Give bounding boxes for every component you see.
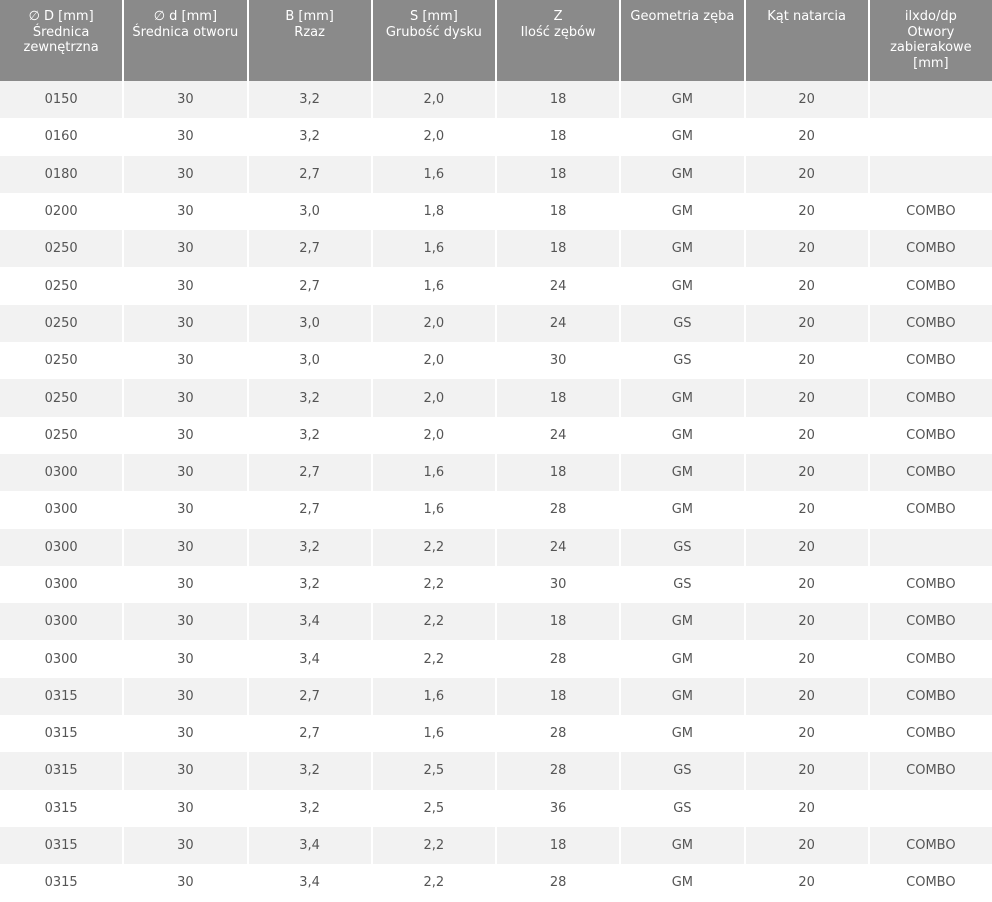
table-row	[0, 305, 992, 342]
cell-outer-diameter: 0315	[0, 790, 122, 827]
column-header-text: [mm]	[913, 56, 949, 72]
cell-tooth-geometry: GM	[621, 379, 743, 416]
cell-kerf: 3,2	[249, 790, 371, 827]
cell-tooth-geometry: GS	[621, 342, 743, 379]
cell-teeth-count: 18	[497, 454, 619, 491]
cell-rake-angle: 20	[746, 267, 868, 304]
table-row	[0, 454, 992, 491]
cell-kerf: 3,4	[249, 827, 371, 864]
cell-bore-diameter: 30	[124, 640, 246, 677]
column-header-text: Geometria zęba	[630, 9, 735, 24]
cell-kerf: 3,4	[249, 864, 371, 901]
cell-outer-diameter: 0200	[0, 193, 122, 230]
cell-outer-diameter: 0250	[0, 267, 122, 304]
column-header-text: Z	[553, 9, 563, 24]
cell-bore-diameter: 30	[124, 156, 246, 193]
cell-teeth-count: 24	[497, 305, 619, 342]
cell-kerf: 3,2	[249, 379, 371, 416]
cell-plate-thickness: 2,5	[373, 752, 495, 789]
cell-teeth-count: 28	[497, 715, 619, 752]
cell-pinholes: COMBO	[870, 491, 992, 528]
column-header-text: Średnica	[32, 24, 90, 40]
cell-kerf: 3,0	[249, 305, 371, 342]
cell-pinholes: COMBO	[870, 454, 992, 491]
table-row	[0, 342, 992, 379]
column-header-tooth-geometry	[621, 0, 743, 81]
cell-tooth-geometry: GM	[621, 193, 743, 230]
cell-pinholes: COMBO	[870, 193, 992, 230]
cell-rake-angle: 20	[746, 193, 868, 230]
cell-plate-thickness: 1,6	[373, 156, 495, 193]
cell-rake-angle: 20	[746, 603, 868, 640]
cell-tooth-geometry: GM	[621, 417, 743, 454]
cell-rake-angle: 20	[746, 491, 868, 528]
cell-pinholes: COMBO	[870, 752, 992, 789]
cell-kerf: 2,7	[249, 454, 371, 491]
cell-rake-angle: 20	[746, 678, 868, 715]
cell-plate-thickness: 2,0	[373, 81, 495, 118]
column-header-text: Kąt natarcia	[767, 9, 847, 24]
cell-tooth-geometry: GS	[621, 566, 743, 603]
column-header-text: Otwory	[907, 24, 955, 40]
column-header-text: ∅ d [mm]	[153, 9, 218, 24]
cell-bore-diameter: 30	[124, 715, 246, 752]
cell-outer-diameter: 0250	[0, 230, 122, 267]
cell-kerf: 2,7	[249, 267, 371, 304]
cell-outer-diameter: 0315	[0, 678, 122, 715]
table-row	[0, 230, 992, 267]
cell-rake-angle: 20	[746, 342, 868, 379]
cell-tooth-geometry: GM	[621, 640, 743, 677]
cell-kerf: 3,0	[249, 193, 371, 230]
cell-outer-diameter: 0250	[0, 417, 122, 454]
cell-bore-diameter: 30	[124, 678, 246, 715]
cell-pinholes: COMBO	[870, 379, 992, 416]
table-header	[0, 0, 992, 81]
cell-rake-angle: 20	[746, 454, 868, 491]
cell-teeth-count: 18	[497, 156, 619, 193]
cell-outer-diameter: 0150	[0, 81, 122, 118]
cell-pinholes: COMBO	[870, 342, 992, 379]
table-row	[0, 491, 992, 528]
cell-bore-diameter: 30	[124, 827, 246, 864]
cell-outer-diameter: 0315	[0, 715, 122, 752]
table-row	[0, 81, 992, 118]
cell-rake-angle: 20	[746, 379, 868, 416]
cell-tooth-geometry: GM	[621, 603, 743, 640]
table-row	[0, 678, 992, 715]
cell-pinholes	[870, 118, 992, 155]
cell-plate-thickness: 1,6	[373, 230, 495, 267]
cell-kerf: 2,7	[249, 156, 371, 193]
cell-outer-diameter: 0315	[0, 864, 122, 901]
column-header-text: Średnica otworu	[132, 24, 239, 40]
cell-rake-angle: 20	[746, 417, 868, 454]
cell-outer-diameter: 0180	[0, 156, 122, 193]
cell-tooth-geometry: GM	[621, 81, 743, 118]
cell-pinholes: COMBO	[870, 715, 992, 752]
cell-tooth-geometry: GM	[621, 715, 743, 752]
cell-teeth-count: 18	[497, 193, 619, 230]
cell-bore-diameter: 30	[124, 193, 246, 230]
cell-kerf: 3,0	[249, 342, 371, 379]
cell-plate-thickness: 1,8	[373, 193, 495, 230]
cell-outer-diameter: 0315	[0, 827, 122, 864]
cell-plate-thickness: 2,2	[373, 827, 495, 864]
cell-kerf: 3,2	[249, 81, 371, 118]
table-row	[0, 603, 992, 640]
table-row	[0, 267, 992, 304]
cell-teeth-count: 28	[497, 864, 619, 901]
cell-plate-thickness: 2,2	[373, 864, 495, 901]
cell-plate-thickness: 1,6	[373, 491, 495, 528]
cell-pinholes	[870, 156, 992, 193]
table-row	[0, 566, 992, 603]
column-header-text: Rzaz	[294, 24, 325, 40]
cell-outer-diameter: 0250	[0, 305, 122, 342]
table-row	[0, 156, 992, 193]
cell-plate-thickness: 2,0	[373, 342, 495, 379]
column-header-plate-thickness	[373, 0, 495, 81]
cell-rake-angle: 20	[746, 640, 868, 677]
cell-bore-diameter: 30	[124, 491, 246, 528]
cell-kerf: 3,2	[249, 752, 371, 789]
cell-rake-angle: 20	[746, 156, 868, 193]
cell-bore-diameter: 30	[124, 603, 246, 640]
cell-outer-diameter: 0250	[0, 342, 122, 379]
cell-rake-angle: 20	[746, 118, 868, 155]
cell-teeth-count: 30	[497, 342, 619, 379]
cell-kerf: 2,7	[249, 678, 371, 715]
column-header-pinholes	[870, 0, 992, 81]
cell-kerf: 3,4	[249, 603, 371, 640]
cell-pinholes: COMBO	[870, 678, 992, 715]
cell-rake-angle: 20	[746, 529, 868, 566]
cell-outer-diameter: 0300	[0, 491, 122, 528]
cell-outer-diameter: 0250	[0, 379, 122, 416]
column-header-bore-diameter	[124, 0, 246, 81]
cell-plate-thickness: 2,2	[373, 640, 495, 677]
column-header-text: Ilość zębów	[520, 24, 596, 40]
cell-teeth-count: 30	[497, 566, 619, 603]
cell-kerf: 3,2	[249, 529, 371, 566]
cell-tooth-geometry: GM	[621, 678, 743, 715]
cell-bore-diameter: 30	[124, 342, 246, 379]
cell-kerf: 2,7	[249, 491, 371, 528]
cell-teeth-count: 18	[497, 678, 619, 715]
cell-teeth-count: 28	[497, 491, 619, 528]
cell-pinholes: COMBO	[870, 827, 992, 864]
cell-bore-diameter: 30	[124, 305, 246, 342]
cell-tooth-geometry: GM	[621, 491, 743, 528]
table-row	[0, 529, 992, 566]
cell-pinholes: COMBO	[870, 640, 992, 677]
table-row	[0, 640, 992, 677]
cell-pinholes: COMBO	[870, 417, 992, 454]
cell-plate-thickness: 2,0	[373, 305, 495, 342]
cell-bore-diameter: 30	[124, 752, 246, 789]
cell-rake-angle: 20	[746, 81, 868, 118]
cell-tooth-geometry: GS	[621, 529, 743, 566]
cell-rake-angle: 20	[746, 566, 868, 603]
cell-plate-thickness: 2,0	[373, 118, 495, 155]
cell-tooth-geometry: GM	[621, 118, 743, 155]
cell-tooth-geometry: GM	[621, 267, 743, 304]
cell-pinholes	[870, 529, 992, 566]
column-header-text: B [mm]	[285, 9, 334, 24]
cell-kerf: 3,2	[249, 566, 371, 603]
cell-teeth-count: 36	[497, 790, 619, 827]
cell-bore-diameter: 30	[124, 790, 246, 827]
cell-outer-diameter: 0300	[0, 603, 122, 640]
cell-teeth-count: 24	[497, 267, 619, 304]
column-header-outer-diameter	[0, 0, 122, 81]
cell-teeth-count: 18	[497, 827, 619, 864]
cell-bore-diameter: 30	[124, 529, 246, 566]
cell-outer-diameter: 0300	[0, 529, 122, 566]
cell-outer-diameter: 0300	[0, 566, 122, 603]
cell-outer-diameter: 0300	[0, 454, 122, 491]
cell-kerf: 2,7	[249, 230, 371, 267]
table-row	[0, 715, 992, 752]
cell-teeth-count: 18	[497, 379, 619, 416]
table-row	[0, 379, 992, 416]
table-row	[0, 752, 992, 789]
cell-plate-thickness: 2,0	[373, 417, 495, 454]
cell-outer-diameter: 0300	[0, 640, 122, 677]
cell-bore-diameter: 30	[124, 417, 246, 454]
cell-rake-angle: 20	[746, 790, 868, 827]
column-header-text: S [mm]	[409, 9, 458, 24]
cell-pinholes	[870, 790, 992, 827]
cell-tooth-geometry: GS	[621, 305, 743, 342]
cell-teeth-count: 18	[497, 118, 619, 155]
table-row	[0, 417, 992, 454]
cell-bore-diameter: 30	[124, 379, 246, 416]
cell-kerf: 3,2	[249, 417, 371, 454]
cell-teeth-count: 28	[497, 752, 619, 789]
cell-teeth-count: 24	[497, 417, 619, 454]
cell-bore-diameter: 30	[124, 230, 246, 267]
cell-pinholes: COMBO	[870, 603, 992, 640]
cell-bore-diameter: 30	[124, 864, 246, 901]
column-header-text: ilxdo/dp	[904, 9, 957, 24]
cell-tooth-geometry: GS	[621, 752, 743, 789]
column-header-text: zewnętrzna	[23, 40, 99, 56]
column-header-text: ∅ D [mm]	[28, 9, 94, 24]
cell-tooth-geometry: GM	[621, 230, 743, 267]
table-row	[0, 864, 992, 901]
cell-plate-thickness: 2,5	[373, 790, 495, 827]
cell-teeth-count: 18	[497, 603, 619, 640]
cell-bore-diameter: 30	[124, 81, 246, 118]
cell-tooth-geometry: GM	[621, 864, 743, 901]
cell-tooth-geometry: GM	[621, 454, 743, 491]
cell-pinholes: COMBO	[870, 230, 992, 267]
cell-outer-diameter: 0315	[0, 752, 122, 789]
cell-bore-diameter: 30	[124, 454, 246, 491]
cell-outer-diameter: 0160	[0, 118, 122, 155]
cell-plate-thickness: 2,2	[373, 603, 495, 640]
cell-teeth-count: 18	[497, 81, 619, 118]
cell-pinholes: COMBO	[870, 267, 992, 304]
cell-rake-angle: 20	[746, 827, 868, 864]
cell-tooth-geometry: GM	[621, 827, 743, 864]
cell-bore-diameter: 30	[124, 267, 246, 304]
cell-tooth-geometry: GM	[621, 156, 743, 193]
column-header-teeth-count	[497, 0, 619, 81]
cell-kerf: 2,7	[249, 715, 371, 752]
cell-pinholes: COMBO	[870, 566, 992, 603]
cell-plate-thickness: 1,6	[373, 267, 495, 304]
cell-pinholes: COMBO	[870, 864, 992, 901]
cell-pinholes	[870, 81, 992, 118]
cell-bore-diameter: 30	[124, 118, 246, 155]
cell-rake-angle: 20	[746, 305, 868, 342]
table-row	[0, 827, 992, 864]
cell-pinholes: COMBO	[870, 305, 992, 342]
cell-plate-thickness: 1,6	[373, 454, 495, 491]
table-body	[0, 81, 992, 902]
cell-plate-thickness: 2,0	[373, 379, 495, 416]
cell-tooth-geometry: GS	[621, 790, 743, 827]
table-row	[0, 790, 992, 827]
cell-plate-thickness: 2,2	[373, 529, 495, 566]
cell-teeth-count: 18	[497, 230, 619, 267]
cell-kerf: 3,4	[249, 640, 371, 677]
table-row	[0, 118, 992, 155]
cell-rake-angle: 20	[746, 715, 868, 752]
cell-teeth-count: 28	[497, 640, 619, 677]
cell-teeth-count: 24	[497, 529, 619, 566]
cell-rake-angle: 20	[746, 752, 868, 789]
column-header-text: Grubość dysku	[385, 24, 482, 40]
column-header-rake-angle	[746, 0, 868, 81]
column-header-text: zabierakowe	[890, 40, 972, 56]
cell-plate-thickness: 2,2	[373, 566, 495, 603]
cell-rake-angle: 20	[746, 864, 868, 901]
cell-bore-diameter: 30	[124, 566, 246, 603]
cell-kerf: 3,2	[249, 118, 371, 155]
column-header-kerf	[249, 0, 371, 81]
cell-plate-thickness: 1,6	[373, 715, 495, 752]
cell-rake-angle: 20	[746, 230, 868, 267]
table-row	[0, 193, 992, 230]
cell-plate-thickness: 1,6	[373, 678, 495, 715]
